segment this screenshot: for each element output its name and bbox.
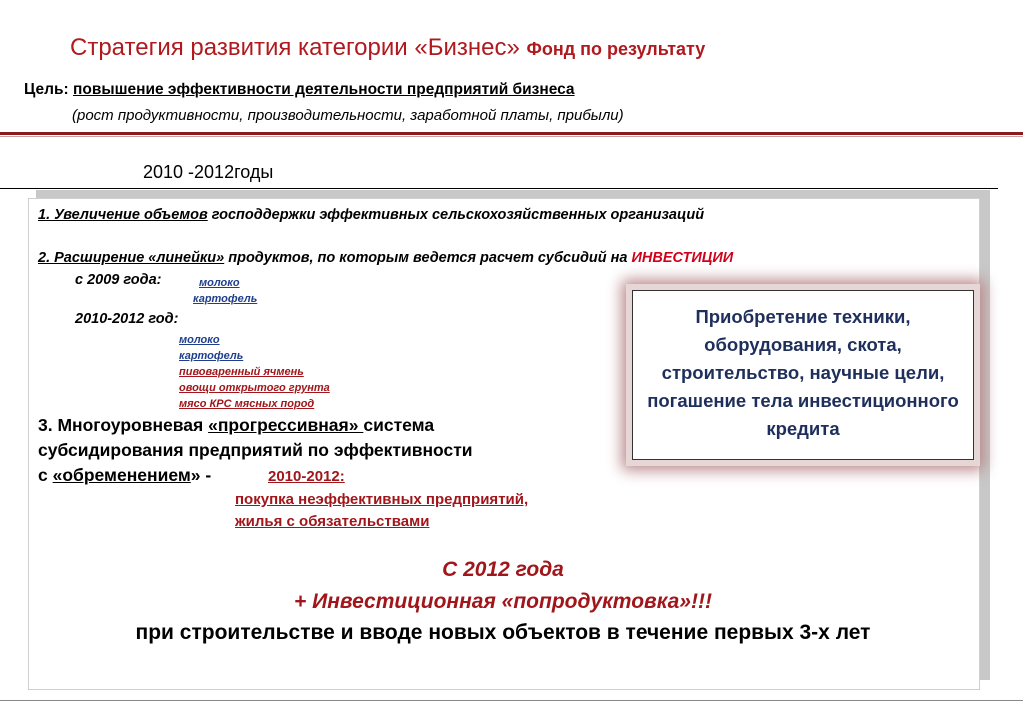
item-3-detail-2: жилья с обязательствами	[235, 513, 430, 530]
years-label: 2010 -2012годы	[143, 162, 274, 182]
since-2009-label: с 2009 года:	[75, 272, 162, 288]
item-3-line-2: субсидирования предприятий по эффективности	[38, 440, 473, 460]
product-potato-2009: картофель	[193, 293, 258, 305]
page-title	[70, 34, 705, 62]
item-2	[38, 250, 733, 266]
goal-text: повышение эффективности деятельности предприятий бизнеса	[72, 81, 575, 98]
goal-line	[24, 81, 575, 99]
item-3-detail-1: покупка неэффективных предприятий,	[235, 491, 529, 508]
header-divider	[0, 132, 1023, 135]
product-barley: пивоваренный ячмень	[179, 366, 304, 378]
item-3-progressive: «прогрессивная»	[208, 415, 364, 435]
goal-note: (рост продуктивности, производительности, заработной платы, прибыли)	[72, 107, 624, 124]
item-2-highlight: ИНВЕСТИЦИИ	[631, 250, 734, 266]
product-vegetables: овощи открытого грунта	[179, 382, 330, 394]
item-2-underlined: 2. Расширение «линейки»	[38, 250, 225, 266]
item-1-rest: господдержки эффективных сельскохозяйственных организаций	[207, 207, 705, 223]
item-3-line-1	[38, 415, 434, 436]
item-3-period: 2010-2012:	[268, 468, 345, 485]
product-potato-period: картофель	[179, 350, 244, 362]
item-3-line-1-a: 3. Многоуровневая	[38, 415, 209, 435]
item-3-line-3-a: с	[38, 465, 53, 485]
product-milk-2009: молоко	[199, 277, 240, 289]
item-1-underlined: 1. Увеличение объемов	[38, 207, 208, 223]
since-2012-label: С 2012 года	[442, 558, 564, 581]
item-3-line-3-b: » -	[190, 465, 212, 485]
item-2-rest: продуктов, по которым ведется расчет субсидий на	[224, 250, 632, 266]
item-1	[38, 207, 704, 223]
title-text: Стратегия развития категории «Бизнес»	[70, 34, 520, 61]
investment-line: + Инвестиционная «попродуктовка»!!!	[294, 590, 712, 613]
goal-label: Цель:	[24, 81, 69, 98]
years-divider	[0, 188, 998, 189]
item-3-encumbrance: «обременением	[52, 465, 191, 485]
title-subtitle: Фонд по результату	[526, 39, 706, 59]
item-3-line-3	[38, 465, 211, 486]
product-beef: мясо КРС мясных пород	[179, 398, 315, 410]
callout-text: Приобретение техники, оборудования, скота, строительство, научные цели, погашение тела инвестиционного кредита	[647, 306, 959, 439]
item-3-line-1-b: система	[363, 415, 435, 435]
product-milk-period: молоко	[179, 334, 220, 346]
period-label: 2010-2012 год:	[75, 311, 179, 327]
construction-line: при строительстве и вводе новых объектов в течение первых 3-х лет	[135, 621, 871, 644]
header-divider-thin	[0, 136, 1023, 137]
bottom-divider	[0, 700, 1023, 701]
